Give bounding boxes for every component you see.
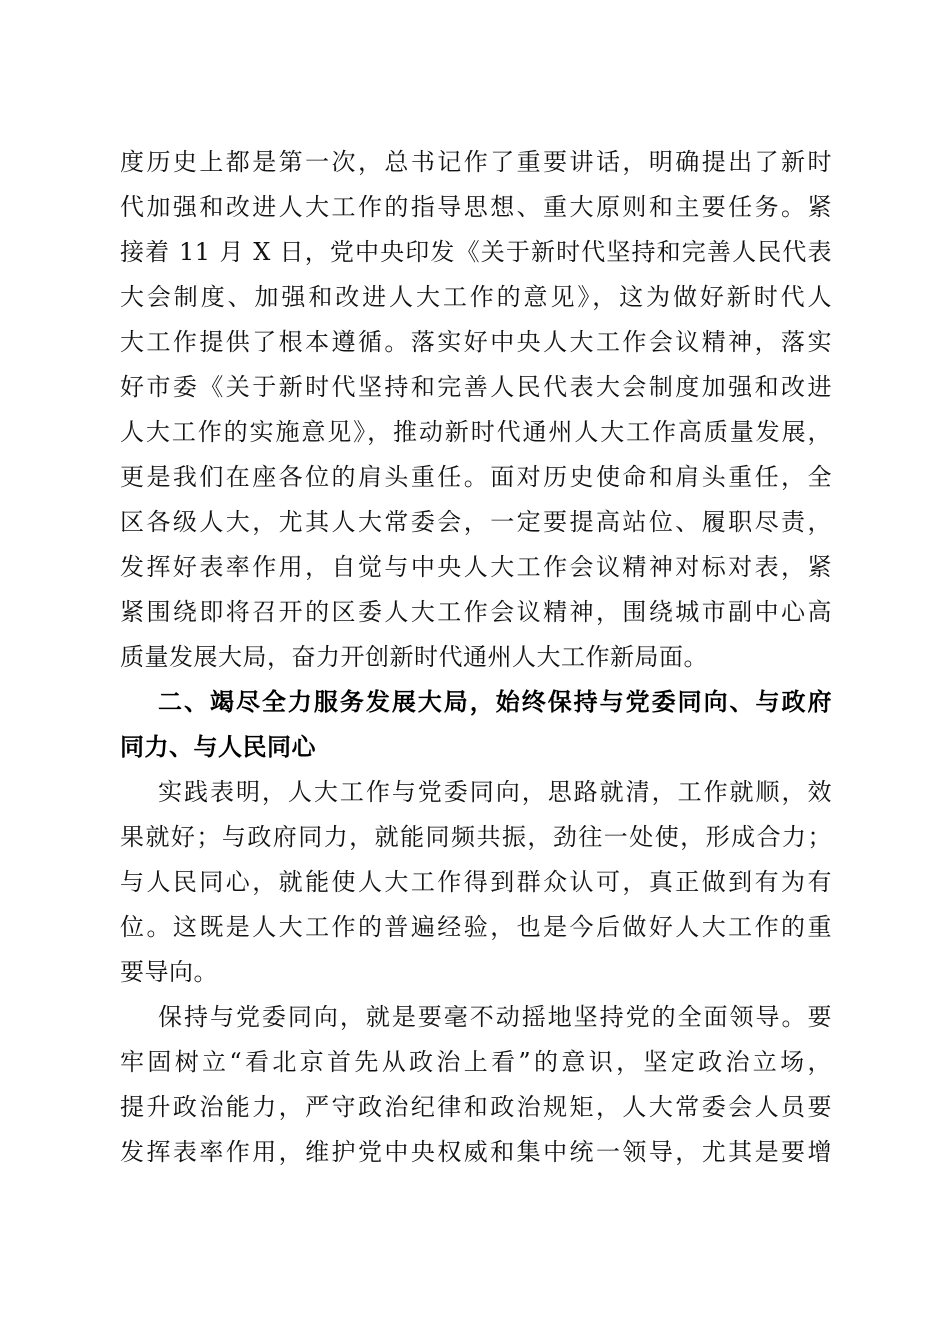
text-line: 紧围绕即将召开的区委人大工作会议精神，围绕城市副中心高: [120, 598, 832, 626]
text-line: 位。这既是人大工作的普遍经验，也是今后做好人大工作的重: [120, 913, 832, 941]
document-body: [120, 140, 832, 1175]
text-line: 果就好；与政府同力，就能同频共振，劲往一处使，形成合力；: [120, 823, 832, 851]
text-line: 发挥表率作用，维护党中央权威和集中统一领导，尤其是要增: [120, 1138, 832, 1166]
paragraph-first-line: 实践表明，人大工作与党委同向，思路就清，工作就顺，效: [158, 778, 832, 806]
text-line: 接着 11 月 X 日，党中央印发《关于新时代坚持和完善人民代表: [120, 238, 832, 266]
section-heading: 二、竭尽全力服务发展大局，始终保持与党委同向、与政府: [158, 688, 832, 716]
text-line: 区各级人大，尤其人大常委会，一定要提高站位、履职尽责，: [120, 508, 832, 536]
text-line: 提升政治能力，严守政治纪律和政治规矩，人大常委会人员要: [120, 1093, 832, 1121]
paragraph-first-line: 保持与党委同向，就是要毫不动摇地坚持党的全面领导。要: [158, 1003, 832, 1031]
text-line: 与人民同心，就能使人大工作得到群众认可，真正做到有为有: [120, 868, 832, 896]
text-line: 大会制度、加强和改进人大工作的意见》，这为做好新时代人: [120, 283, 832, 311]
text-line: 人大工作的实施意见》，推动新时代通州人大工作高质量发展，: [120, 418, 832, 446]
text-line: 质量发展大局，奋力开创新时代通州人大工作新局面。: [120, 643, 708, 671]
text-line: 要导向。: [120, 958, 218, 986]
text-line: 代加强和改进人大工作的指导思想、重大原则和主要任务。紧: [120, 193, 832, 221]
section-heading-continuation: 同力、与人民同心: [120, 733, 316, 761]
text-line: 更是我们在座各位的肩头重任。面对历史使命和肩头重任，全: [120, 463, 832, 491]
text-line: 牢固树立“看北京首先从政治上看”的意识，坚定政治立场，: [120, 1048, 832, 1076]
text-line: 度历史上都是第一次，总书记作了重要讲话，明确提出了新时: [120, 148, 832, 176]
text-line: 好市委《关于新时代坚持和完善人民代表大会制度加强和改进: [120, 373, 832, 401]
text-line: 发挥好表率作用，自觉与中央人大工作会议精神对标对表，紧: [120, 553, 832, 581]
text-line: 大工作提供了根本遵循。落实好中央人大工作会议精神，落实: [120, 328, 832, 356]
